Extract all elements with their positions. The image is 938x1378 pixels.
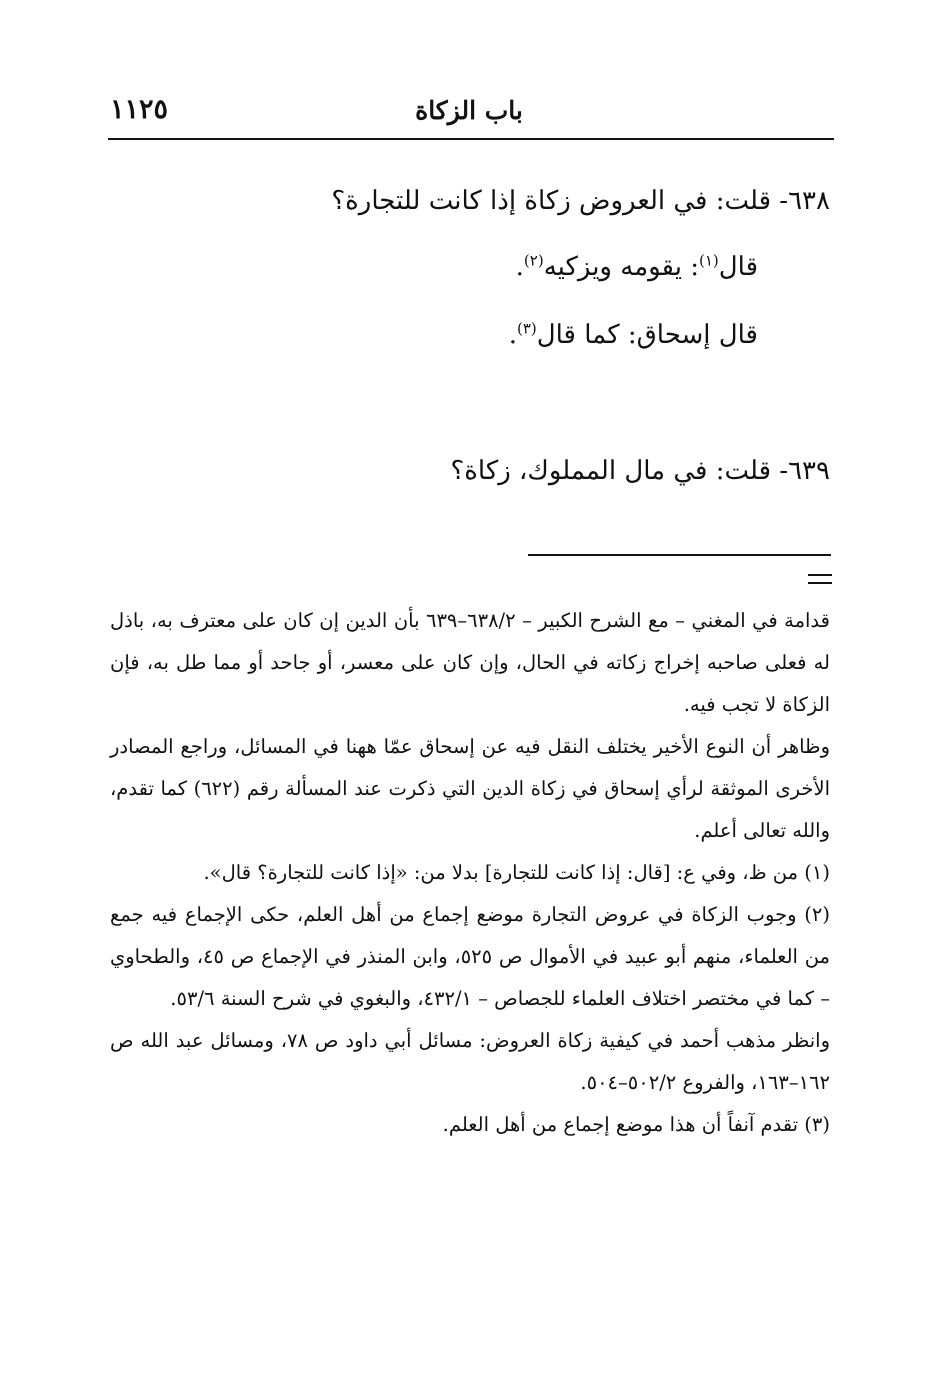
- footnote-2-continued: وانظر مذهب أحمد في كيفية زكاة العروض: مسائل أبي داود ص ٧٨، ومسائل عبد الله ص ١٦٢–١٦٣، والفروع ٥٠٢/٢–٥٠٤.: [110, 1029, 830, 1094]
- answer-638-ahmad: [516, 252, 758, 282]
- answer-text: قال إسحاق: كما قال: [536, 320, 758, 350]
- answer-text: : يقومه ويزكيه: [543, 252, 699, 282]
- page-number: ١١٢٥: [110, 94, 169, 125]
- answer-end: .: [508, 320, 517, 350]
- answer-text: قال: [718, 252, 758, 282]
- footnotes: [110, 600, 830, 1146]
- footnote-1: (١) من ظ، وفي ع: [قال: إذا كانت للتجارة] بدلا من: «إذا كانت للتجارة؟ قال».: [203, 861, 830, 884]
- chapter-title: باب الزكاة: [415, 96, 523, 125]
- footnote-2: (٢) وجوب الزكاة في عروض التجارة موضع إجماع من أهل العلم، حكى الإجماع فيه جمع من العلماء، منهم أبو عبيد في الأموال ص ٥٢٥، وابن المنذر في الإجماع ص ٤٥، والطحاوي – كما في مختصر اختلاف العلماء للجصاص – ٤٣٢/١، والبغوي في شرح السنة ٥٣/٦.: [110, 903, 830, 1010]
- footnote-ref-2: (٢): [523, 251, 544, 270]
- footnote-3: (٣) تقدم آنفاً أن هذا موضع إجماع من أهل العلم.: [442, 1113, 830, 1136]
- answer-end: .: [515, 252, 524, 282]
- question-639: ٦٣٩- قلت: في مال المملوك، زكاة؟: [450, 456, 830, 486]
- footnote-ref-3: (٣): [516, 319, 537, 338]
- footnote-continued: قدامة في المغني – مع الشرح الكبير – ٦٣٨/٢–٦٣٩ بأن الدين إن كان على معترف به، باذل له فعلى صاحبه إخراج زكاته في الحال، وإن كان على معسر، أو جاحد أو مما طل به، فإن الزكاة لا تجب فيه.: [110, 609, 830, 716]
- header-divider: [108, 138, 834, 140]
- footnote-separator: [528, 554, 831, 556]
- footnote-ref-1: (١): [698, 251, 719, 270]
- continuation-mark: [808, 574, 832, 590]
- answer-638-ishaq: [509, 320, 758, 350]
- question-638: ٦٣٨- قلت: في العروض زكاة إذا كانت للتجارة؟: [331, 186, 830, 216]
- footnote-continued: وظاهر أن النوع الأخير يختلف النقل فيه عن إسحاق عمّا ههنا في المسائل، وراجع المصادر الأخرى الموثقة لرأي إسحاق في زكاة الدين التي ذكرت عند المسألة رقم (٦٢٢) كما تقدم، والله تعالى أعلم.: [110, 735, 830, 842]
